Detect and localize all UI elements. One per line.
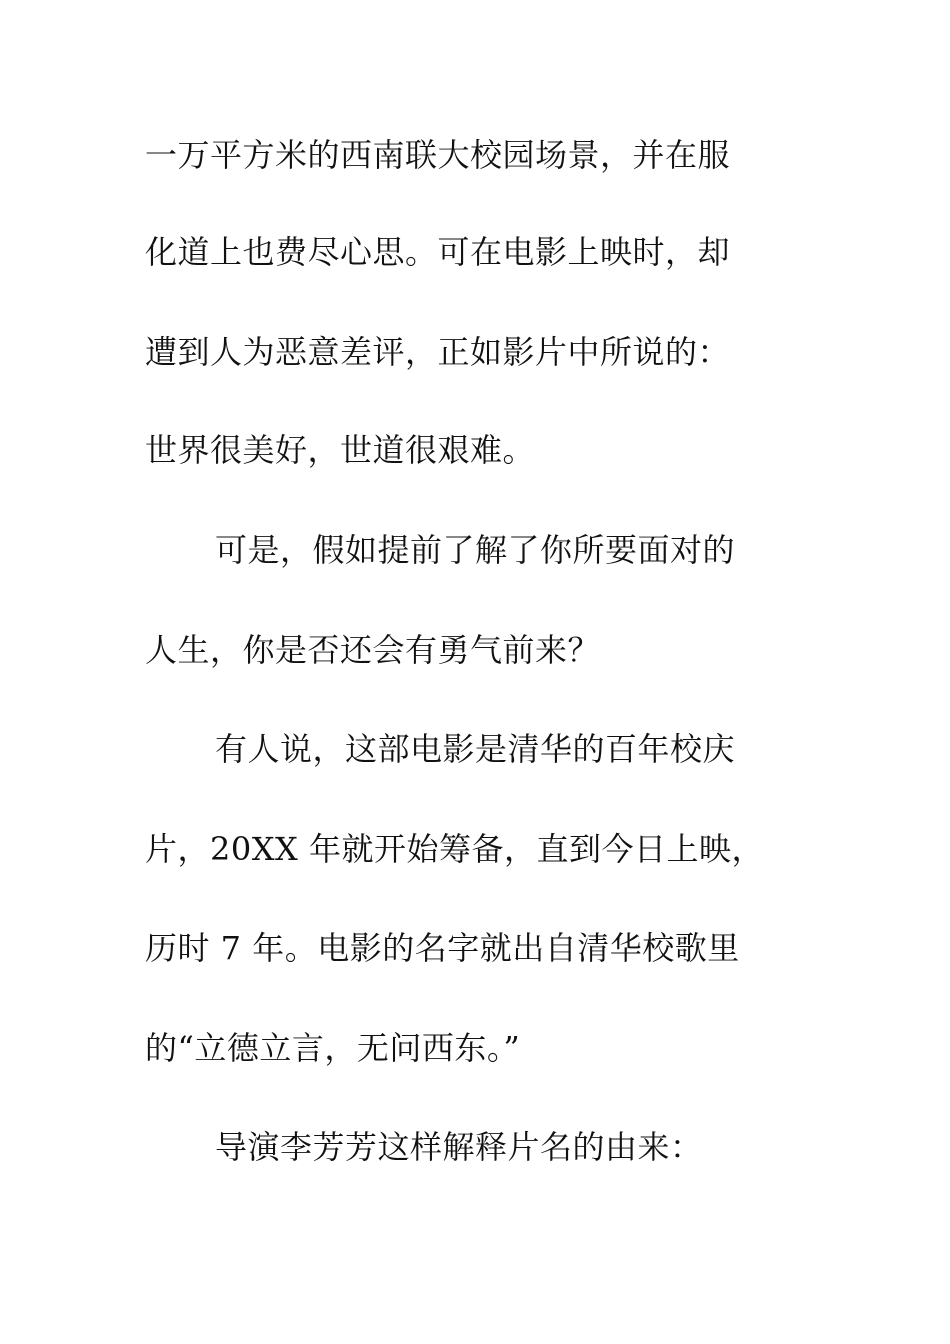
paragraph-first-line: 导演李芳芳这样解释片名的由来：	[215, 1128, 703, 1166]
paragraph-line: 片，20XX 年就开始筹备，直到今日上映，	[145, 830, 764, 868]
paragraph-line: 历时 7 年。电影的名字就出自清华校歌里	[145, 929, 740, 967]
paragraph-line: 的“立德立言，无问西东。”	[145, 1029, 521, 1067]
paragraph-line: 遭到人为恶意差评，正如影片中所说的：	[145, 333, 731, 371]
paragraph-line: 人生，你是否还会有勇气前来？	[145, 631, 601, 669]
paragraph-line: 化道上也费尽心思。可在电影上映时，却	[145, 233, 731, 271]
paragraph-first-line: 有人说，这部电影是清华的百年校庆	[215, 730, 736, 768]
paragraph-first-line: 可是，假如提前了解了你所要面对的	[215, 531, 736, 569]
paragraph-line: 世界很美好，世道很艰难。	[145, 431, 536, 469]
paragraph-line: 一万平方米的西南联大校园场景，并在服	[145, 136, 731, 174]
